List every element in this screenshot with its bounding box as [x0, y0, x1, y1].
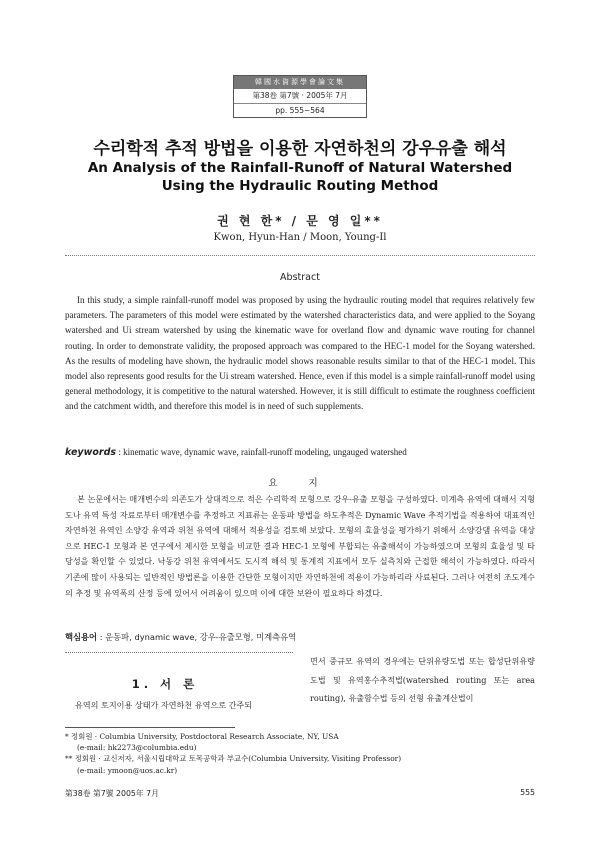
divider	[65, 255, 535, 256]
footnote-1: * 정회원 · Columbia University, Postdoctoral Research Associate, NY, USA	[65, 732, 339, 741]
body-text-left: 유역의 토지이용 상태가 자연하천 유역으로 간주되	[75, 700, 253, 710]
korean-keywords-text: : 운동파, dynamic wave, 강우-유출모형, 미계측유역	[97, 632, 297, 642]
journal-info-box	[233, 75, 367, 118]
authors-korean: 권 현 한* / 문 영 일**	[217, 214, 383, 228]
keywords-label: keywords	[65, 447, 117, 458]
footer-issue: 第38卷 第7號 2005年 7月	[65, 789, 159, 798]
abstract-body: In this study, a simple rainfall-runoff model was proposed by using the hydraulic routing model that requires relatively few parameters. The parameters of this model were estimated by the watershed characteristics data, and were applied to the Soyang watershed and Ui stream watershed by using the kinematic wave for overland flow and dynamic wave routing for channel routing. In order to demonstrate validity, the proposed approach was compared to the HEC-1 model for the Soyang watershed. As the results of modeling have shown, the hydraulic model shows reasonable results similar to that of the HEC-1 model. This model also represents good results for the Ui stream watershed. Hence, even if this model is a simple rainfall-runoff model using general methodology, it is competitive to the natural watershed. However, it is still difficult to estimate the roughness coefficient and the catchment width, and therefore this model is in need of such supplements.	[65, 295, 535, 412]
body-text-right: 면서 중규모 유역의 경우에는 단위유량도법 또는 합성단위유량도법 및 유역홍수추적법(watershed routing 또는 area routing), 유출함수법 등의 선형 유출계산법이	[310, 656, 535, 704]
footnote-2: ** 정회원 · 교신저자, 서울시립대학교 토목공학과 부교수(Columbia University, Visiting Professor)	[65, 754, 402, 764]
korean-keywords-line	[65, 631, 535, 643]
footnote-1-email: (e-mail: hk2273@columbia.edu)	[77, 743, 197, 753]
divider	[65, 652, 293, 653]
title-korean: 수리학적 추적 방법을 이용한 자연하천의 강우유출 해석	[93, 139, 507, 159]
yoji-heading: 요 지	[268, 478, 332, 489]
korean-keywords-label: 핵심용어	[65, 632, 98, 642]
title-english-line1: An Analysis of the Rainfall-Runoff of Natural Watershed	[87, 160, 513, 176]
footnotes	[65, 731, 535, 776]
keywords-text: : kinematic wave, dynamic wave, rainfall-runoff modeling, ungauged watershed	[116, 447, 407, 457]
footnote-rule	[65, 727, 235, 728]
abstract-heading: Abstract	[280, 272, 320, 283]
page-number: 555	[520, 788, 535, 797]
keywords-line	[65, 447, 535, 458]
journal-volume: 第38卷 第7號 · 2005年 7月	[234, 89, 366, 104]
journal-pages: pp. 555~564	[275, 106, 325, 115]
footnote-2-email: (e-mail: ymoon@uos.ac.kr)	[77, 765, 178, 775]
section-heading: 1. 서 론	[131, 677, 199, 691]
yoji-body: 본 논문에서는 매개변수의 의존도가 상대적으로 적은 수리학적 모형으로 강우-유출 모형을 구성하였다. 미계측 유역에 대해서 지형도나 유역 특성 자료로부터 매개변수를 추정하고 지표류는 운동파 방법을 하도추적은 Dynamic Wave 추적기법을 적용하여 대표적인 자연하천 유역인 소양강 유역과 위천 유역에 대해서 적용성을 검토해 보았다. 모형의 효율성을 평가하기 위해서 소양강댐 유역을 대상으로 HEC-1 모형과 본 연구에서 제시한 모형을 비교한 결과 HEC-1 모형에 부합되는 유출해석이 가능하였으며 모형의 효율성 및 타당성을 확인할 수 있었다. 낙동강 위천 유역에서도 도시적 해석 및 통계적 지표에서 모두 실측치와 근접한 해석이 가능하였다. 따라서 기존에 많이 사용되는 일반적인 방법론을 이용한 간단한 모형이지만 자연하천에 적용이 가능하리라 사료된다. 그러나 여전히 조도계수의 추정 및 유역폭의 산정 등에 있어서 어려움이 있으며 이에 대한 보완이 필요하다 하겠다.	[65, 494, 535, 598]
authors-english: Kwon, Hyun-Han / Moon, Young-Il	[213, 232, 387, 243]
journal-name: 韓國水資源學會論文集	[234, 76, 366, 89]
title-english-line2: Using the Hydraulic Routing Method	[161, 178, 439, 194]
